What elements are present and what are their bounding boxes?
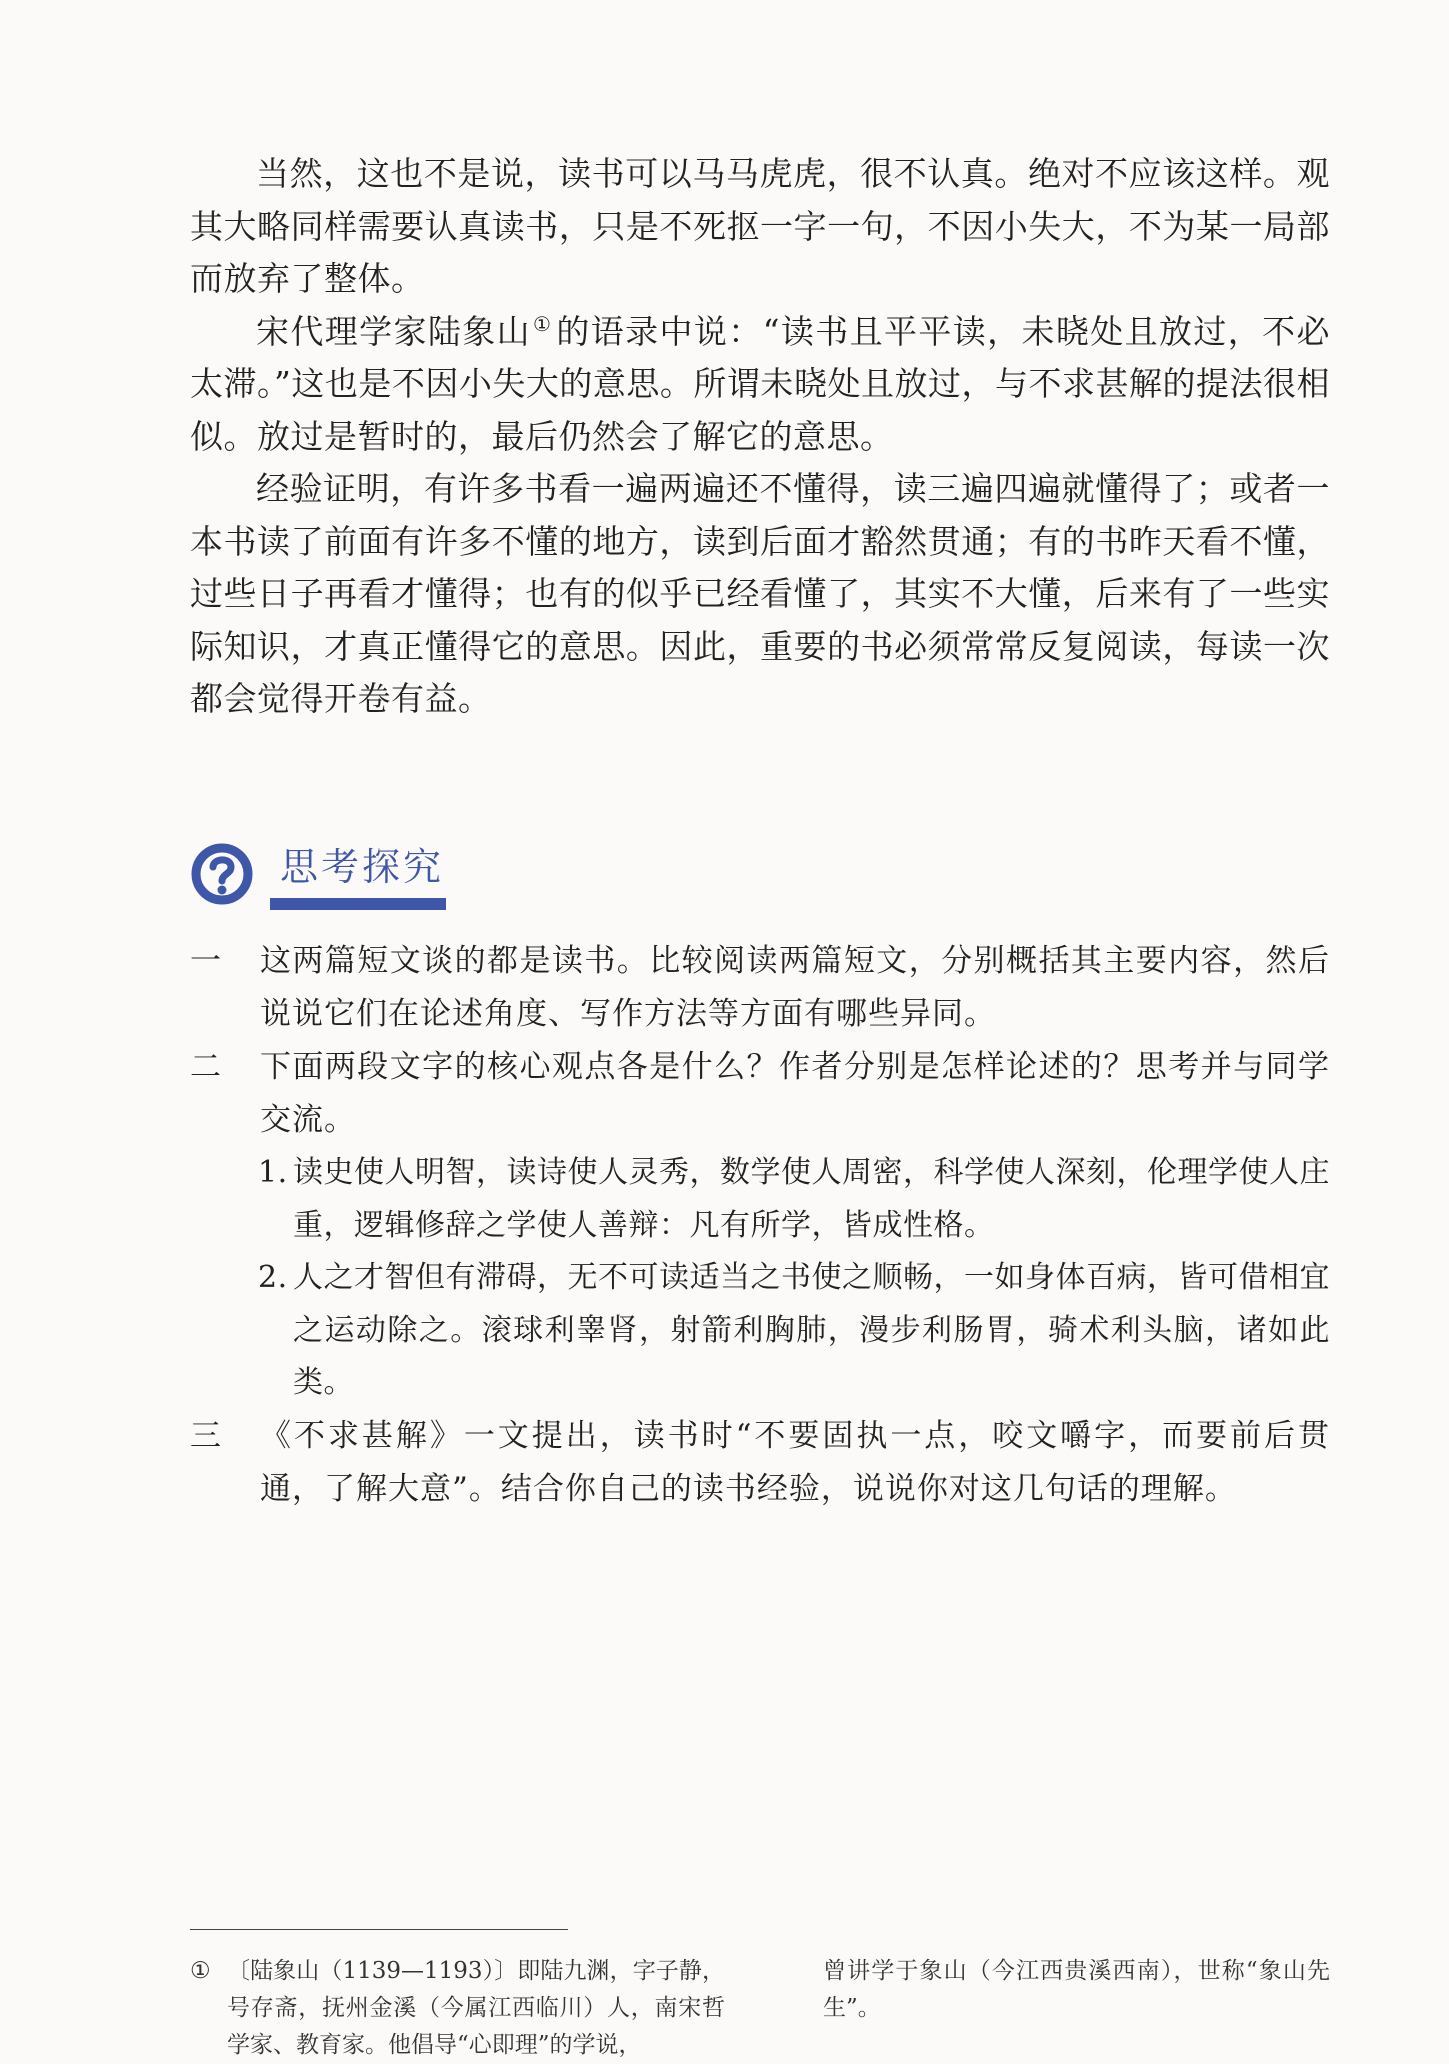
quote-number: 2. — [258, 1260, 288, 1295]
footnote — [190, 1953, 1330, 2058]
quote-text: 人之才智但有滞碍，无不可读适当之书使之顺畅，一如身体百病，皆可借相宜之运动除之。滚球利睾肾，射箭利胸肺，漫步利肠胃，骑术利头脑，诸如此类。 — [293, 1260, 1330, 1400]
footnote-column-2: 曾讲学于象山（今江西贵溪西南），世称“象山先生”。 — [823, 1958, 1330, 2021]
quote-text: 读史使人明智，读诗使人灵秀，数学使人周密，科学使人深刻，伦理学使人庄重，逻辑修辞之学使人善辩：凡有所学，皆成性格。 — [293, 1155, 1330, 1243]
question-number: 一 — [190, 943, 222, 979]
quote-item — [190, 1147, 1330, 1252]
question-item — [190, 935, 1330, 1041]
question-item — [190, 1410, 1330, 1516]
quote-item — [190, 1252, 1330, 1410]
footnote-text-1: 〔陆象山（1139—1193）〕即陆九渊，字子静，号存斋，抚州金溪（今属江西临川）人，南宋哲学家、教育家。他倡导“心即理”的学说， — [227, 1958, 725, 2058]
paragraph-3: 经验证明，有许多书看一遍两遍还不懂得，读三遍四遍就懂得了；或者一本书读了前面有许多不懂的地方，读到后面才豁然贯通；有的书昨天看不懂，过些日子再看才懂得；也有的似乎已经看懂了，其实不大懂，后来有了一些实际知识，才真正懂得它的意思。因此，重要的书必须常常反复阅读，每读一次都会觉得开卷有益。 — [190, 469, 1330, 718]
body-text — [190, 148, 1330, 726]
footnote-column-1 — [190, 1953, 725, 2064]
footnote-number: ① — [190, 1958, 211, 1984]
paragraph-2-rest: 的语录中说：“读书且平平读，未晓处且放过，不必太滞。”这也是不因小失大的意思。所谓未晓处且放过，与不求甚解的提法很相似。放过是暂时的，最后仍然会了解它的意思。 — [190, 311, 1331, 456]
question-text: 《不求甚解》一文提出，读书时“不要固执一点，咬文嚼字，而要前后贯通，了解大意”。结合你自己的读书经验，说说你对这几句话的理解。 — [260, 1417, 1330, 1507]
heading-underline — [270, 898, 446, 910]
question-number: 二 — [190, 1049, 222, 1085]
paragraph-2 — [190, 306, 1330, 464]
question-number: 三 — [190, 1417, 222, 1454]
paragraph-1: 当然，这也不是说，读书可以马马虎虎，很不认真。绝对不应该这样。观其大略同样需要认真读书，只是不死抠一字一句，不因小失大，不为某一局部而放弃了整体。 — [190, 154, 1330, 298]
question-list — [190, 935, 1330, 1516]
section-heading — [190, 842, 590, 912]
question-item — [190, 1041, 1330, 1147]
question-text: 这两篇短文谈的都是读书。比较阅读两篇短文，分别概括其主要内容，然后说说它们在论述角度、写作方法等方面有哪些异同。 — [260, 943, 1330, 1032]
footnote-reference[interactable]: ① — [533, 311, 553, 336]
quote-number: 1. — [258, 1155, 288, 1190]
question-text: 下面两段文字的核心观点各是什么？作者分别是怎样论述的？思考并与同学交流。 — [260, 1049, 1330, 1138]
footnote-divider — [190, 1929, 568, 1930]
paragraph-2-start: 宋代理学家陆象山 — [256, 311, 532, 351]
section-title: 思考探究 — [280, 845, 445, 889]
question-circle-icon — [190, 842, 254, 906]
